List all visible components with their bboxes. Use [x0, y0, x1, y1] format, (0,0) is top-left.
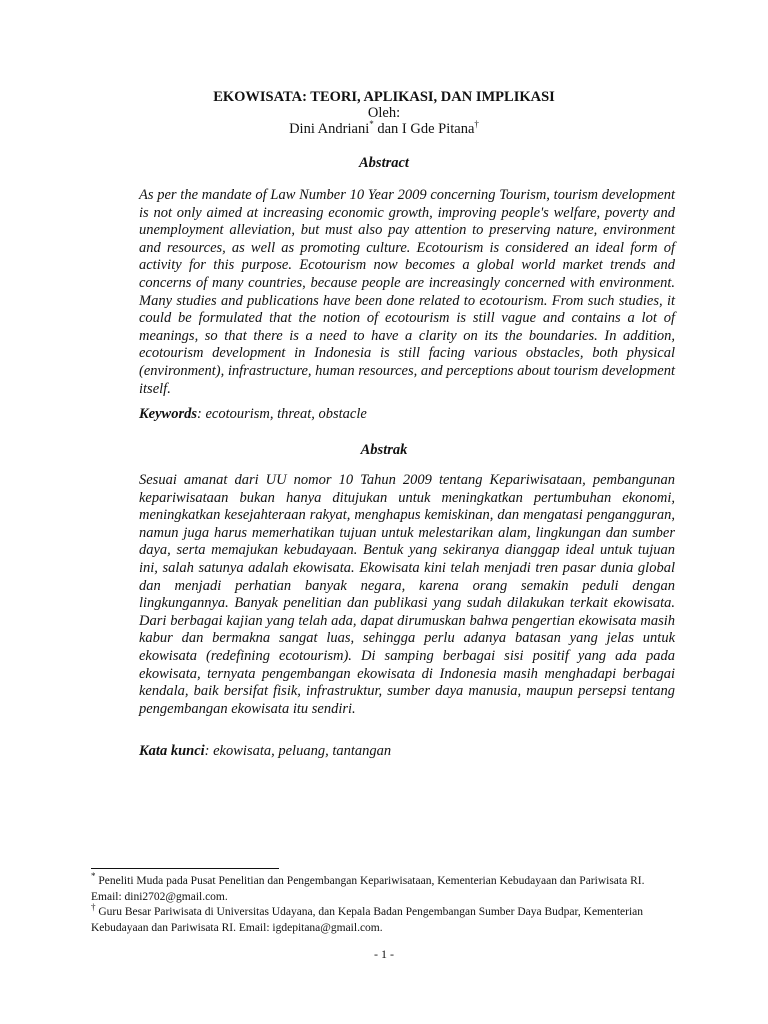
footnote-separator	[91, 868, 279, 869]
keywords-label: Keywords	[139, 406, 197, 422]
kata-kunci-values: : ekowisata, peluang, tantangan	[204, 743, 392, 759]
oleh-label: Oleh:	[367, 105, 401, 121]
abstract-text: As per the mandate of Law Number 10 Year 2009 concerning Tourism, tourism development is not only aimed at increasing economic growth, improving people's welfare, poverty and unemployment alleviation, but must also pay attention to preserving nature, environment and resources, as well as promoting culture. Ecotourism is considered an ideal form of activity for this purpose. Ecotourism now becomes a global world market trends and concerns of many countries, because people are increasingly concerned with environment. Many studies and publications have been done related to ecotourism. From such studies, it could be formulated that the notion of ecotourism is still vague and contains a lot of meanings, so that there is a need to have a clarity on its the boundaries. In addition, ecotourism development in Indonesia is still facing various obstacles, both physical (environment), infrastructure, human resources, and perceptions about tourism development itself.	[139, 187, 675, 397]
abstract-heading: Abstract	[359, 155, 409, 171]
author-line	[0, 120, 768, 138]
author-1-footnote-mark: *	[369, 119, 374, 130]
footnote-1-text: Peneliti Muda pada Pusat Penelitian dan Pengembangan Kepariwisataan, Kementerian Kebudayaan dan Pariwisata RI. Email: dini2702@gmail.com.	[91, 875, 645, 903]
author-2-footnote-mark: †	[474, 119, 479, 130]
kata-kunci-label: Kata kunci	[139, 743, 205, 759]
author-2-name: dan I Gde Pitana	[373, 121, 475, 137]
page-number: - 1 -	[374, 947, 394, 961]
abstrak-text: Sesuai amanat dari UU nomor 10 Tahun 2009 tentang Kepariwisataan, pembangunan kepariwisataan bukan hanya ditujukan untuk meningkatkan pertumbuhan ekonomi, meningkatkan kesejahteraan rakyat, menghapus kemiskinan, dan mengatasi pengangguran, namun juga harus memerhatikan tujuan untuk melestarikan alam, lingkungan dan sumber daya, serta memajukan kebudayaan. Bentuk yang sekiranya dianggap ideal untuk tujuan ini, salah satunya adalah ekowisata. Ekowisata kini telah menjadi tren pasar dunia global dan menjadi perhatian banyak negara, karena orang semakin peduli dengan lingkungannya. Banyak penelitian dan publikasi yang sudah dilakukan terkait ekowisata. Dari berbagai kajian yang telah ada, dapat dirumuskan bahwa pengertian ekowisata masih kabur dan bermakna sangat luas, sehingga perlu adanya batasan yang jelas untuk ekowisata (redefining ecotourism). Di samping berbagai sisi positif yang ada pada ekowisata, ternyata pengembangan ekowisata di Indonesia masih menghadapi berbagai kendala, baik bersifat fisik, infrastruktur, sumber daya manusia, maupun persepsi tentang pengembangan ekowisata itu sendiri.	[139, 472, 675, 717]
footnote-2-text: Guru Besar Pariwisata di Universitas Udayana, dan Kepala Badan Pengembangan Sumber Daya Budpar, Kementerian Kebudayaan dan Pariwisata RI. Email: igdepitana@gmail.com.	[91, 906, 644, 934]
author-1-name: Dini Andriani	[289, 121, 370, 137]
footnote-1-mark: *	[91, 871, 96, 882]
footnote-2	[91, 902, 651, 936]
abstrak-heading: Abstrak	[360, 442, 408, 458]
keywords-values: : ecotourism, threat, obstacle	[197, 406, 367, 422]
footnote-2-mark: †	[91, 902, 96, 913]
footnote-1	[91, 871, 651, 905]
paper-title: EKOWISATA: TEORI, APLIKASI, DAN IMPLIKASI	[213, 89, 555, 105]
keywords-line	[139, 405, 367, 423]
kata-kunci-line	[139, 742, 391, 760]
